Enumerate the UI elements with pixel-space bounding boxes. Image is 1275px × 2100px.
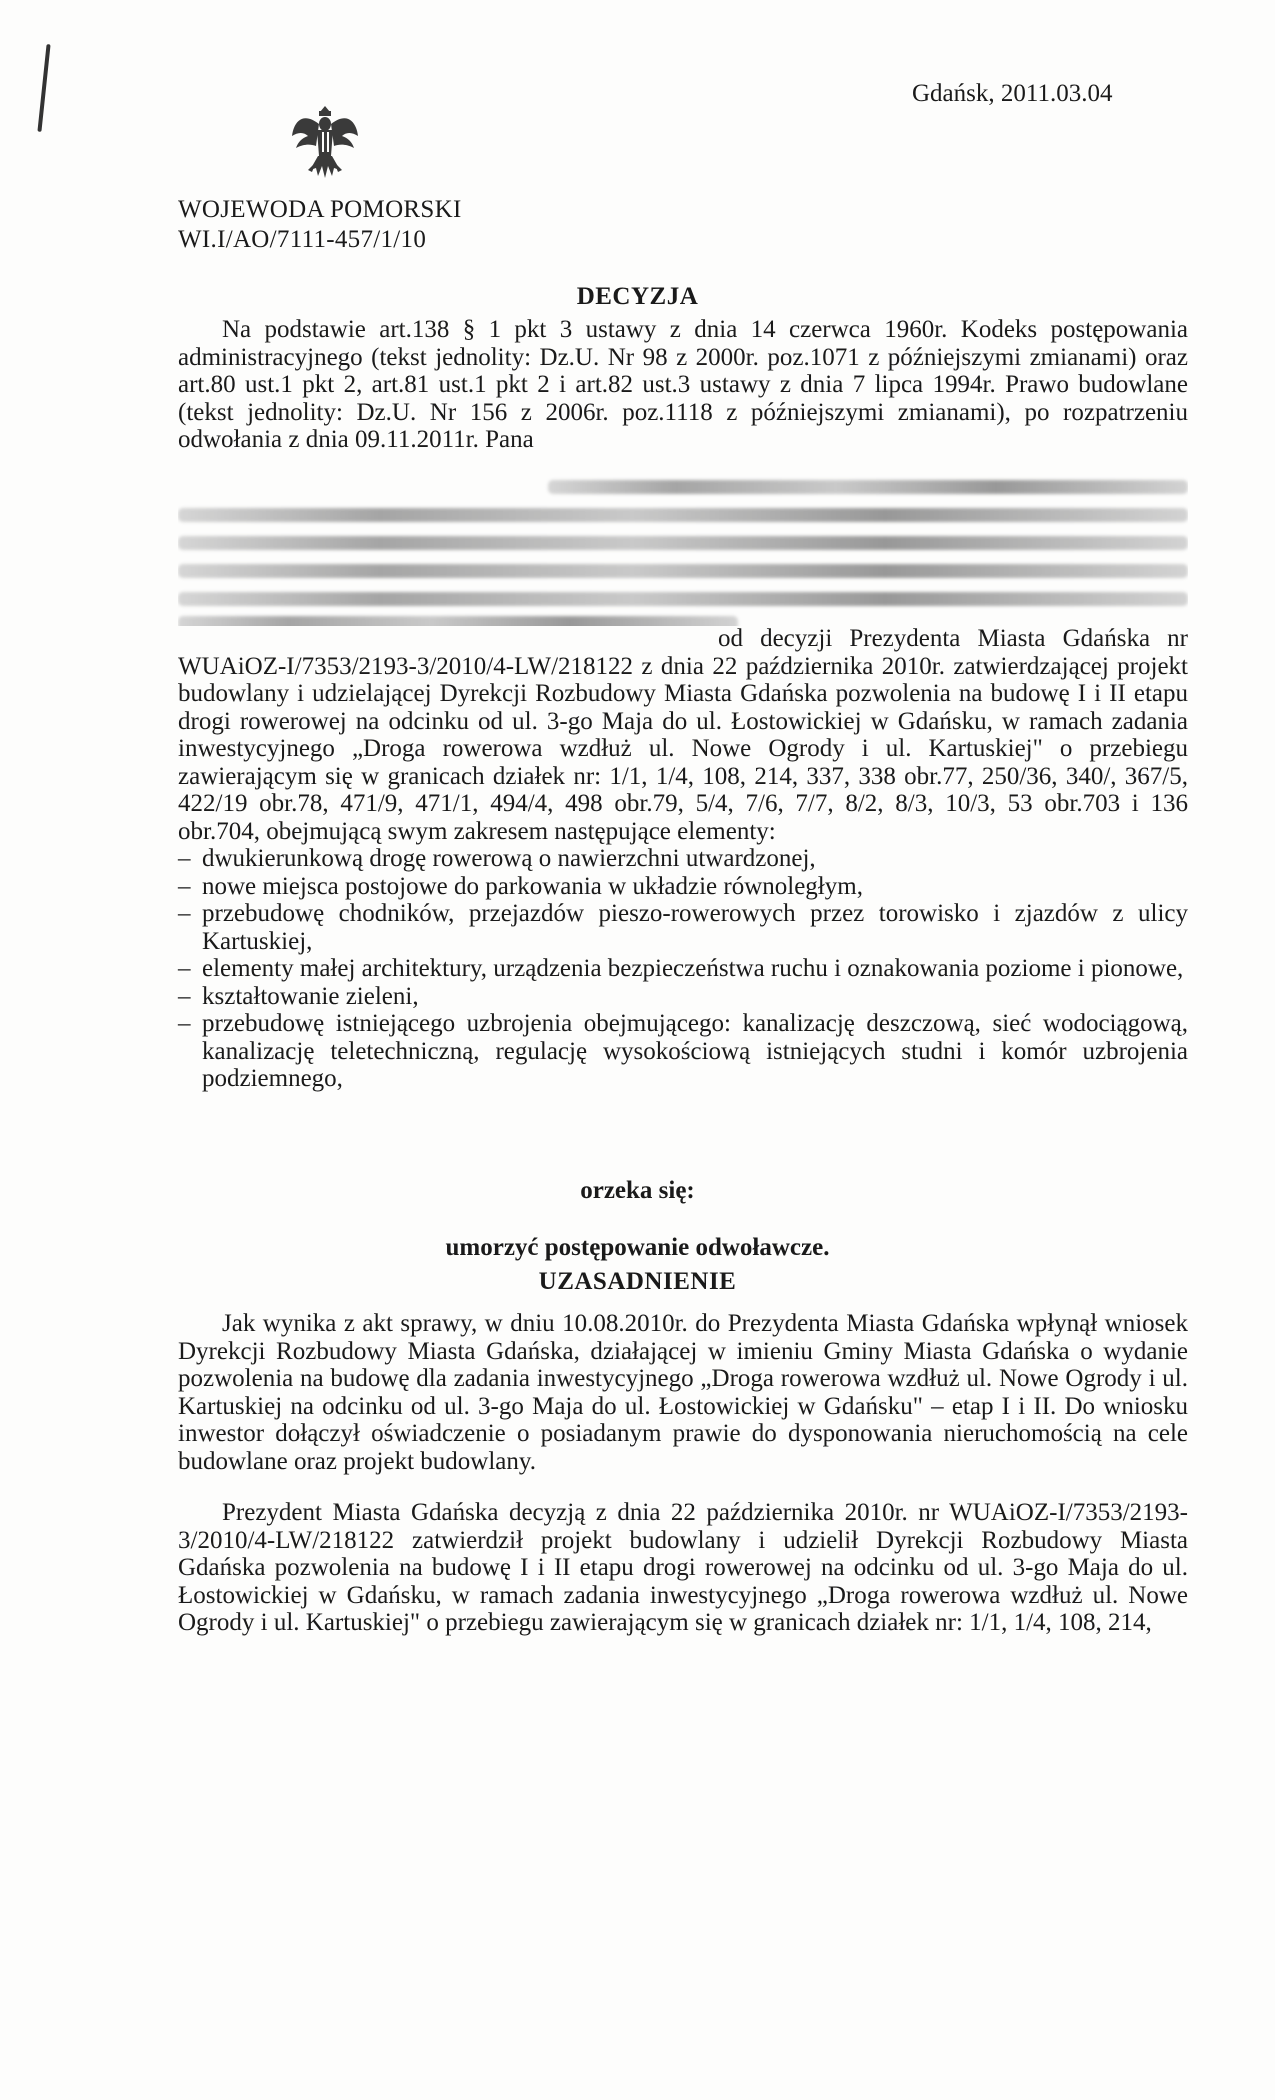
redaction-bar [178, 536, 1188, 550]
ruling-heading: orzeka się: [580, 1177, 695, 1204]
place-date: Gdańsk, 2011.03.04 [912, 80, 1113, 107]
scope-item: – elementy małej architektury, urządzenia bezpieczeństwa ruchu i oznakowania poziome i pionowe, [178, 955, 1188, 983]
redacted-area [178, 476, 1188, 626]
scope-item: – przebudowę istniejącego uzbrojenia obejmującego: kanalizację deszczową, sieć wodociągową, kanalizację teletechniczną, regulację wysokościową istniejących studni i komór uzbrojenia podziemnego, [178, 1010, 1188, 1093]
intro-text: Na podstawie art.138 § 1 pkt 3 ustawy z dnia 14 czerwca 1960r. Kodeks postępowania administracyjnego (tekst jednolity: Dz.U. Nr 98 z 2000r. poz.1071 z późniejszymi zmianami) oraz art.80 ust.1 pkt 2, art.81 ust.1 pkt 2 i art.82 ust.3 ustawy z dnia 7 lipca 1994r. Prawo budowlane (tekst jednolity: Dz.U. Nr 156 z 2006r. poz.1118 z późniejszymi zmianami), po rozpatrzeniu odwołania z dnia 09.11.2011r. Pana [178, 316, 1188, 453]
intro-paragraph [178, 316, 1188, 454]
scope-item: – nowe miejsca postojowe do parkowania w układzie równoległym, [178, 873, 1188, 901]
redaction-bar [178, 564, 1188, 578]
appeal-text: od decyzji Prezydenta Miasta Gdańska nr WUAiOZ-I/7353/2193-3/2010/4-LW/218122 z dnia 22 października 2010r. zatwierdzającej projekt budowlany i udzielającej Dyrekcji Rozbudowy Miasta Gdańska pozwolenia na budowę I i II etapu drogi rowerowej na odcinku od ul. 3-go Maja do ul. Łostowickiej w Gdańsku, w ramach zadania inwestycyjnego „Droga rowerowa wzdłuż ul. Nowe Ogrody i ul. Kartuskiej" o przebiegu zawierającym się w granicach działek nr: 1/1, 1/4, 108, 214, 337, 338 obr.77, 250/36, 340/, 367/5, 422/19 obr.78, 471/9, 471/1, 494/4, 498 obr.79, 5/4, 7/6, 7/7, 8/2, 8/3, 10/3, 53 obr.703 i 136 obr.704, obejmującą swym zakresem następujące elementy: [178, 625, 1188, 845]
redaction-bar [178, 592, 1188, 606]
handwritten-mark [37, 44, 50, 132]
document-title: DECYZJA [576, 283, 699, 310]
authority-name: WOJEWODA POMORSKI [178, 196, 462, 223]
appeal-details [178, 625, 1188, 1093]
scope-item: – kształtowanie zieleni, [178, 983, 1188, 1011]
scope-item: – przebudowę chodników, przejazdów pieszo-rowerowych przez torowisko i zjazdów z ulicy Kartuskiej, [178, 900, 1188, 955]
redaction-bar [178, 508, 1188, 522]
authority-block [178, 195, 462, 255]
justification-paragraph-1 [178, 1310, 1188, 1475]
justification-heading: UZASADNIENIE [538, 1268, 737, 1295]
scope-item: – dwukierunkową drogę rowerową o nawierzchni utwardzonej, [178, 845, 1188, 873]
reference-number: WI.I/AO/7111-457/1/10 [178, 226, 427, 253]
scope-list [178, 845, 1188, 1093]
redaction-bar [548, 480, 1188, 494]
ruling-text: umorzyć postępowanie odwoławcze. [445, 1234, 830, 1261]
justification-paragraph-2 [178, 1499, 1188, 1637]
justification-text: Prezydent Miasta Gdańska decyzją z dnia 22 października 2010r. nr WUAiOZ-I/7353/2193-3/2010/4-LW/218122 zatwierdził projekt budowlany i udzielił Dyrekcji Rozbudowy Miasta Gdańska pozwolenia na budowę I i II etapu drogi rowerowej na odcinku od ul. 3-go Maja do ul. Łostowickiej w Gdańsku, w ramach zadania inwestycyjnego „Droga rowerowa wzdłuż ul. Nowe Ogrody i ul. Kartuskiej" o przebiegu zawierającym się w granicach działek nr: 1/1, 1/4, 108, 214, [178, 1499, 1188, 1636]
eagle-emblem-icon [290, 102, 360, 184]
justification-text: Jak wynika z akt sprawy, w dniu 10.08.2010r. do Prezydenta Miasta Gdańska wpłynął wniosek Dyrekcji Rozbudowy Miasta Gdańska, działającej w imieniu Gminy Miasta Gdańska o wydanie pozwolenia na budowę dla zadania inwestycyjnego „Droga rowerowa wzdłuż ul. Nowe Ogrody i ul. Kartuskiej na odcinku od ul. 3-go Maja do ul. Łostowickiej w Gdańsku" – etap I i II. Do wniosku inwestor dołączył oświadczenie o posiadanym prawie do dysponowania nieruchomością na cele budowlane oraz projekt budowlany. [178, 1310, 1188, 1475]
